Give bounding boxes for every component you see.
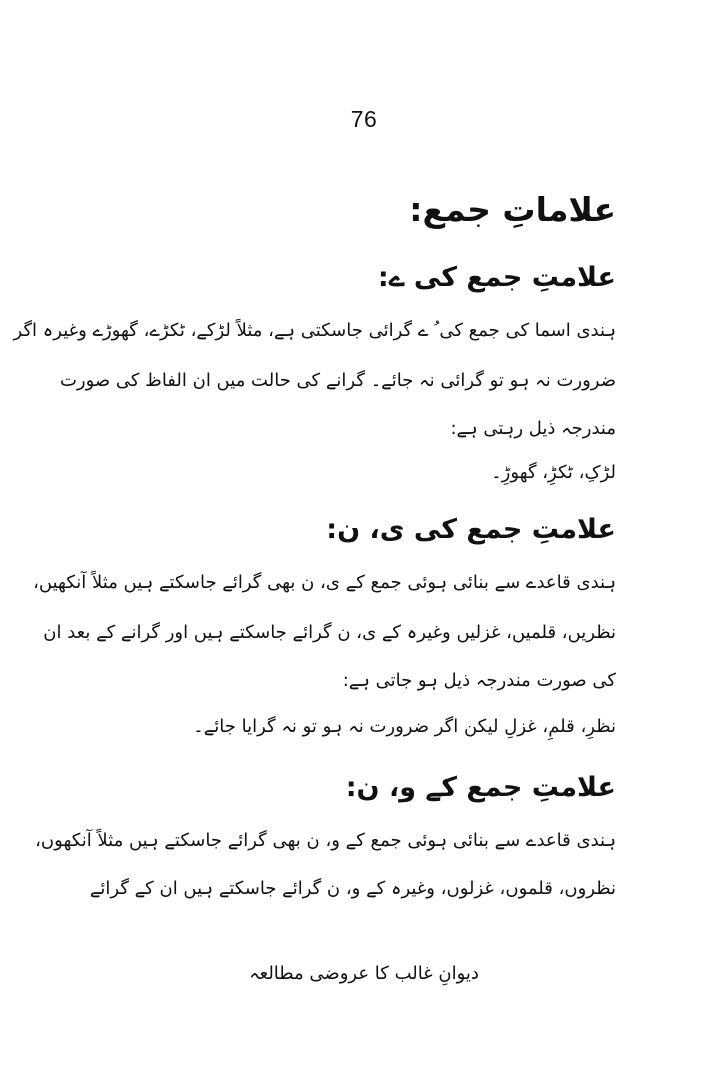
section-heading: علامتِ جمع کی ے: xyxy=(377,262,616,293)
page-footer: دیوانِ غالب کا عروضی مطالعہ xyxy=(249,963,479,984)
main-heading: علاماتِ جمع: xyxy=(409,190,616,229)
paragraph-line: نظرِ، قلمِ، غزلِ لیکن اگر ضرورت نہ ہو تو نہ گرایا جائے۔ xyxy=(193,716,616,737)
paragraph-line: نظریں، قلمیں، غزلیں وغیرہ کے ی، ن گرائے جاسکتے ہیں اور گرانے کے بعد ان xyxy=(43,622,616,643)
section-heading: علامتِ جمع کی ی، ن: xyxy=(326,514,616,545)
paragraph-line: ضرورت نہ ہو تو گرائی نہ جائے۔ گرانے کی حالت میں ان الفاظ کی صورت xyxy=(59,370,616,391)
paragraph-line: لڑکِ، ٹکڑِ، گھوڑِ۔ xyxy=(491,462,616,483)
paragraph-line: ہندی قاعدے سے بنائی ہوئی جمع کے و، ن بھی گرائے جاسکتے ہیں مثلاً آنکھوں، xyxy=(35,830,616,851)
page-number: 76 xyxy=(350,106,378,132)
paragraph-line: مندرجہ ذیل رہتی ہے: xyxy=(450,418,616,439)
paragraph-line: نظروں، قلموں، غزلوں، وغیرہ کے و، ن گرائے جاسکتے ہیں ان کے گرائے xyxy=(89,878,616,899)
section-heading: علامتِ جمع کے و، ن: xyxy=(345,772,616,803)
paragraph-line: کی صورت مندرجہ ذیل ہو جاتی ہے: xyxy=(342,670,616,691)
paragraph-line: ہندی قاعدے سے بنائی ہوئی جمع کے ی، ن بھی گرائے جاسکتے ہیں مثلاً آنکھیں، xyxy=(33,572,616,593)
paragraph-line: ہندی اسما کی جمع کی ُ ے گرائی جاسکتی ہے، مثلاً لڑکے، ٹکڑے، گھوڑے وغیرہ اگر xyxy=(13,320,616,341)
